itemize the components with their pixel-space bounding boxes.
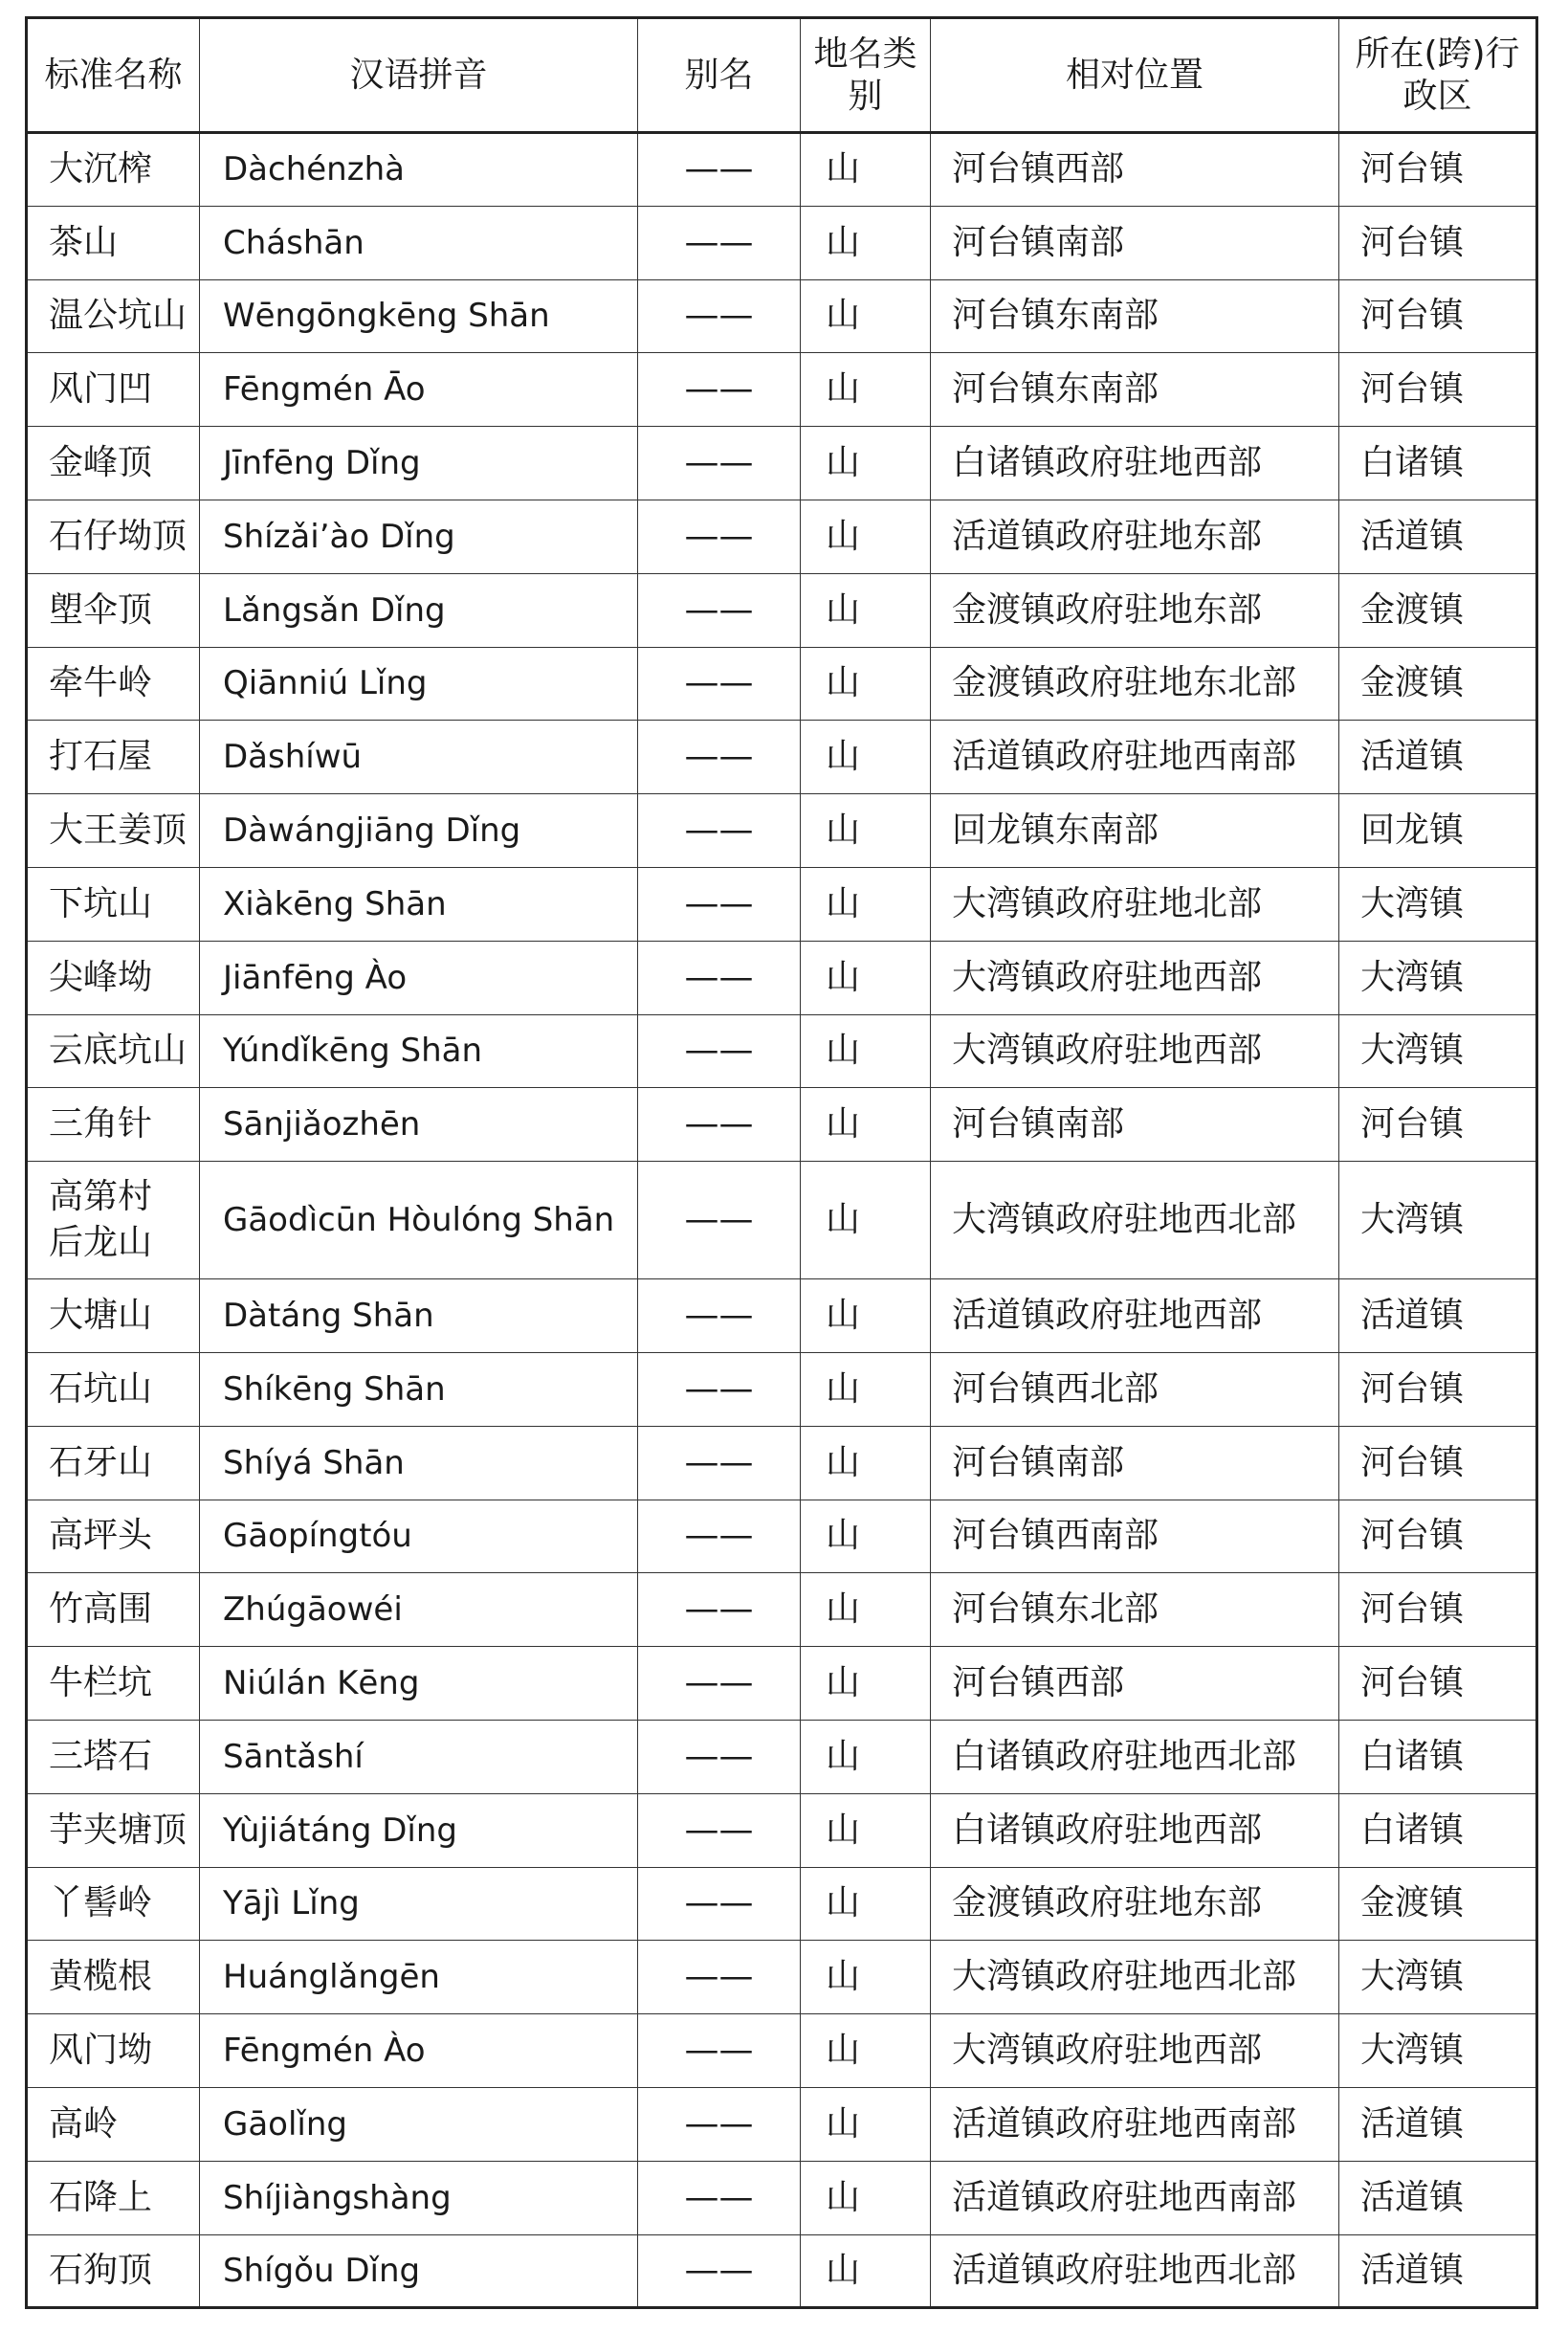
- cell-category: 山: [801, 1720, 931, 1793]
- cell-category: 山: [801, 1088, 931, 1162]
- cell-alias: ——: [638, 2161, 801, 2234]
- table-row: [27, 2234, 1537, 2308]
- table-row: [27, 1647, 1537, 1721]
- cell-relative-position: 大湾镇政府驻地北部: [931, 867, 1339, 941]
- cell-admin-region: 河台镇: [1339, 1426, 1537, 1500]
- cell-relative-position: 金渡镇政府驻地东部: [931, 573, 1339, 647]
- cell-pinyin: Huánglǎngēn: [200, 1941, 638, 2014]
- cell-category: 山: [801, 133, 931, 207]
- cell-pinyin: Gāodìcūn Hòulóng Shān: [200, 1162, 638, 1279]
- cell-category: 山: [801, 279, 931, 353]
- cell-alias: ——: [638, 1793, 801, 1867]
- cell-relative-position: 河台镇东北部: [931, 1573, 1339, 1647]
- cell-alias: ——: [638, 573, 801, 647]
- cell-category: 山: [801, 721, 931, 794]
- cell-admin-region: 河台镇: [1339, 1088, 1537, 1162]
- table-row: [27, 1500, 1537, 1573]
- cell-standard-name: 下坑山: [27, 867, 200, 941]
- cell-relative-position: 金渡镇政府驻地东北部: [931, 647, 1339, 721]
- cell-standard-name: 风门坳: [27, 2014, 200, 2088]
- cell-category: 山: [801, 1279, 931, 1353]
- cell-relative-position: 大湾镇政府驻地西北部: [931, 1941, 1339, 2014]
- cell-standard-name: 温公坑山: [27, 279, 200, 353]
- cell-alias: ——: [638, 1352, 801, 1426]
- cell-admin-region: 河台镇: [1339, 1573, 1537, 1647]
- cell-alias: ——: [638, 1500, 801, 1573]
- cell-relative-position: 活道镇政府驻地西北部: [931, 2234, 1339, 2308]
- cell-pinyin: Shízǎi’ào Dǐng: [200, 500, 638, 573]
- cell-admin-region: 活道镇: [1339, 1279, 1537, 1353]
- cell-standard-name: 石坑山: [27, 1352, 200, 1426]
- table-row: [27, 2087, 1537, 2161]
- table-row: [27, 2014, 1537, 2088]
- cell-relative-position: 河台镇南部: [931, 206, 1339, 279]
- cell-category: 山: [801, 1867, 931, 1941]
- cell-admin-region: 活道镇: [1339, 721, 1537, 794]
- cell-pinyin: Jīnfēng Dǐng: [200, 427, 638, 500]
- cell-category: 山: [801, 206, 931, 279]
- cell-pinyin: Shígǒu Dǐng: [200, 2234, 638, 2308]
- cell-alias: ——: [638, 1647, 801, 1721]
- cell-standard-name: 石仔坳顶: [27, 500, 200, 573]
- cell-admin-region: 河台镇: [1339, 1352, 1537, 1426]
- cell-standard-name: 金峰顶: [27, 427, 200, 500]
- table-row: [27, 867, 1537, 941]
- table-row: [27, 1720, 1537, 1793]
- cell-admin-region: 大湾镇: [1339, 1162, 1537, 1279]
- cell-standard-name: 大沉榨: [27, 133, 200, 207]
- table-row: [27, 941, 1537, 1014]
- cell-pinyin: Lǎngsǎn Dǐng: [200, 573, 638, 647]
- table-row: [27, 794, 1537, 868]
- cell-relative-position: 河台镇西北部: [931, 1352, 1339, 1426]
- cell-relative-position: 活道镇政府驻地西南部: [931, 2087, 1339, 2161]
- cell-relative-position: 回龙镇东南部: [931, 794, 1339, 868]
- cell-pinyin: Dàchénzhà: [200, 133, 638, 207]
- table-row: [27, 721, 1537, 794]
- cell-pinyin: Fēngmén Āo: [200, 353, 638, 427]
- table-row: [27, 1088, 1537, 1162]
- cell-relative-position: 大湾镇政府驻地西部: [931, 2014, 1339, 2088]
- cell-standard-name: 打石屋: [27, 721, 200, 794]
- cell-admin-region: 金渡镇: [1339, 1867, 1537, 1941]
- table-row: [27, 1867, 1537, 1941]
- cell-standard-name: 三塔石: [27, 1720, 200, 1793]
- cell-pinyin: Wēngōngkēng Shān: [200, 279, 638, 353]
- cell-alias: ——: [638, 2014, 801, 2088]
- cell-relative-position: 金渡镇政府驻地东部: [931, 1867, 1339, 1941]
- cell-admin-region: 河台镇: [1339, 279, 1537, 353]
- cell-pinyin: Sāntǎshí: [200, 1720, 638, 1793]
- header-pinyin: 汉语拼音: [200, 18, 638, 133]
- cell-category: 山: [801, 500, 931, 573]
- cell-alias: ——: [638, 1941, 801, 2014]
- cell-standard-name: 高第村后龙山: [27, 1162, 200, 1279]
- cell-category: 山: [801, 647, 931, 721]
- cell-category: 山: [801, 941, 931, 1014]
- cell-pinyin: Xiàkēng Shān: [200, 867, 638, 941]
- cell-standard-name: 风门凹: [27, 353, 200, 427]
- table-header-row: [27, 18, 1537, 133]
- cell-admin-region: 白诸镇: [1339, 1720, 1537, 1793]
- cell-admin-region: 活道镇: [1339, 2087, 1537, 2161]
- cell-category: 山: [801, 573, 931, 647]
- cell-category: 山: [801, 2087, 931, 2161]
- cell-alias: ——: [638, 941, 801, 1014]
- cell-standard-name: 大塘山: [27, 1279, 200, 1353]
- cell-admin-region: 河台镇: [1339, 1647, 1537, 1721]
- table-row: [27, 1573, 1537, 1647]
- cell-relative-position: 白诸镇政府驻地西部: [931, 427, 1339, 500]
- cell-admin-region: 大湾镇: [1339, 1014, 1537, 1088]
- cell-relative-position: 河台镇西南部: [931, 1500, 1339, 1573]
- cell-relative-position: 河台镇西部: [931, 1647, 1339, 1721]
- cell-admin-region: 河台镇: [1339, 133, 1537, 207]
- cell-admin-region: 活道镇: [1339, 500, 1537, 573]
- cell-admin-region: 白诸镇: [1339, 1793, 1537, 1867]
- cell-pinyin: Shíyá Shān: [200, 1426, 638, 1500]
- cell-alias: ——: [638, 2234, 801, 2308]
- cell-relative-position: 活道镇政府驻地西南部: [931, 2161, 1339, 2234]
- cell-pinyin: Dàtáng Shān: [200, 1279, 638, 1353]
- cell-category: 山: [801, 2161, 931, 2234]
- cell-alias: ——: [638, 133, 801, 207]
- cell-alias: ——: [638, 2087, 801, 2161]
- cell-standard-name: 黄榄根: [27, 1941, 200, 2014]
- cell-standard-name: 竹高围: [27, 1573, 200, 1647]
- cell-category: 山: [801, 1162, 931, 1279]
- cell-standard-name: 大王姜顶: [27, 794, 200, 868]
- cell-category: 山: [801, 1352, 931, 1426]
- cell-alias: ——: [638, 1426, 801, 1500]
- cell-standard-name: 丫髻岭: [27, 1867, 200, 1941]
- cell-pinyin: Sānjiǎozhēn: [200, 1088, 638, 1162]
- cell-admin-region: 金渡镇: [1339, 647, 1537, 721]
- cell-pinyin: Shíjiàngshàng: [200, 2161, 638, 2234]
- table-row: [27, 1279, 1537, 1353]
- cell-standard-name: 塱伞顶: [27, 573, 200, 647]
- cell-category: 山: [801, 1500, 931, 1573]
- cell-alias: ——: [638, 206, 801, 279]
- cell-relative-position: 河台镇东南部: [931, 353, 1339, 427]
- table-row: [27, 279, 1537, 353]
- cell-pinyin: Yājì Lǐng: [200, 1867, 638, 1941]
- cell-standard-name: 尖峰坳: [27, 941, 200, 1014]
- table-row: [27, 1426, 1537, 1500]
- table-row: [27, 1793, 1537, 1867]
- header-alias: 别名: [638, 18, 801, 133]
- cell-admin-region: 大湾镇: [1339, 1941, 1537, 2014]
- cell-category: 山: [801, 2234, 931, 2308]
- header-admin-region: 所在(跨)行政区: [1339, 18, 1537, 133]
- cell-category: 山: [801, 1793, 931, 1867]
- cell-relative-position: 大湾镇政府驻地西部: [931, 1014, 1339, 1088]
- cell-admin-region: 河台镇: [1339, 1500, 1537, 1573]
- table-row: [27, 427, 1537, 500]
- cell-relative-position: 活道镇政府驻地东部: [931, 500, 1339, 573]
- cell-standard-name: 茶山: [27, 206, 200, 279]
- cell-standard-name: 云底坑山: [27, 1014, 200, 1088]
- cell-admin-region: 回龙镇: [1339, 794, 1537, 868]
- cell-standard-name: 石降上: [27, 2161, 200, 2234]
- cell-admin-region: 大湾镇: [1339, 867, 1537, 941]
- cell-admin-region: 活道镇: [1339, 2161, 1537, 2234]
- table-row: [27, 133, 1537, 207]
- cell-category: 山: [801, 353, 931, 427]
- cell-pinyin: Gāolǐng: [200, 2087, 638, 2161]
- cell-pinyin: Niúlán Kēng: [200, 1647, 638, 1721]
- cell-admin-region: 活道镇: [1339, 2234, 1537, 2308]
- cell-category: 山: [801, 794, 931, 868]
- cell-alias: ——: [638, 1573, 801, 1647]
- place-name-table: [25, 16, 1538, 2309]
- cell-alias: ——: [638, 1867, 801, 1941]
- cell-pinyin: Cháshān: [200, 206, 638, 279]
- cell-relative-position: 活道镇政府驻地西南部: [931, 721, 1339, 794]
- cell-alias: ——: [638, 867, 801, 941]
- header-relative-position: 相对位置: [931, 18, 1339, 133]
- cell-admin-region: 河台镇: [1339, 206, 1537, 279]
- cell-category: 山: [801, 1426, 931, 1500]
- cell-pinyin: Gāopíngtóu: [200, 1500, 638, 1573]
- table-row: [27, 1352, 1537, 1426]
- table-row: [27, 206, 1537, 279]
- cell-admin-region: 大湾镇: [1339, 2014, 1537, 2088]
- cell-pinyin: Zhúgāowéi: [200, 1573, 638, 1647]
- cell-standard-name: 石牙山: [27, 1426, 200, 1500]
- cell-alias: ——: [638, 1014, 801, 1088]
- cell-relative-position: 河台镇东南部: [931, 279, 1339, 353]
- header-standard-name: 标准名称: [27, 18, 200, 133]
- cell-standard-name: 高岭: [27, 2087, 200, 2161]
- cell-alias: ——: [638, 1162, 801, 1279]
- table-row: [27, 500, 1537, 573]
- header-category: 地名类别: [801, 18, 931, 133]
- cell-category: 山: [801, 1941, 931, 2014]
- cell-alias: ——: [638, 721, 801, 794]
- cell-admin-region: 河台镇: [1339, 353, 1537, 427]
- cell-pinyin: Dàwángjiāng Dǐng: [200, 794, 638, 868]
- cell-category: 山: [801, 2014, 931, 2088]
- cell-alias: ——: [638, 647, 801, 721]
- cell-alias: ——: [638, 427, 801, 500]
- cell-category: 山: [801, 1647, 931, 1721]
- cell-pinyin: Yùjiátáng Dǐng: [200, 1793, 638, 1867]
- cell-admin-region: 白诸镇: [1339, 427, 1537, 500]
- cell-pinyin: Dǎshíwū: [200, 721, 638, 794]
- cell-standard-name: 牵牛岭: [27, 647, 200, 721]
- cell-pinyin: Qiānniú Lǐng: [200, 647, 638, 721]
- cell-category: 山: [801, 1573, 931, 1647]
- table-row: [27, 573, 1537, 647]
- cell-alias: ——: [638, 1720, 801, 1793]
- cell-alias: ——: [638, 794, 801, 868]
- cell-alias: ——: [638, 500, 801, 573]
- cell-relative-position: 大湾镇政府驻地西部: [931, 941, 1339, 1014]
- cell-alias: ——: [638, 1279, 801, 1353]
- cell-category: 山: [801, 1014, 931, 1088]
- cell-standard-name: 石狗顶: [27, 2234, 200, 2308]
- cell-relative-position: 河台镇西部: [931, 133, 1339, 207]
- cell-category: 山: [801, 867, 931, 941]
- cell-relative-position: 白诸镇政府驻地西北部: [931, 1720, 1339, 1793]
- cell-alias: ——: [638, 1088, 801, 1162]
- cell-relative-position: 白诸镇政府驻地西部: [931, 1793, 1339, 1867]
- cell-relative-position: 大湾镇政府驻地西北部: [931, 1162, 1339, 1279]
- table-row: [27, 2161, 1537, 2234]
- cell-pinyin: Yúndǐkēng Shān: [200, 1014, 638, 1088]
- cell-alias: ——: [638, 279, 801, 353]
- cell-pinyin: Jiānfēng Ào: [200, 941, 638, 1014]
- table-row: [27, 1014, 1537, 1088]
- cell-relative-position: 河台镇南部: [931, 1088, 1339, 1162]
- cell-alias: ——: [638, 353, 801, 427]
- cell-standard-name: 高坪头: [27, 1500, 200, 1573]
- table-row: [27, 353, 1537, 427]
- table-row: [27, 647, 1537, 721]
- cell-admin-region: 大湾镇: [1339, 941, 1537, 1014]
- cell-pinyin: Fēngmén Ào: [200, 2014, 638, 2088]
- cell-standard-name: 牛栏坑: [27, 1647, 200, 1721]
- cell-standard-name: 芋夹塘顶: [27, 1793, 200, 1867]
- cell-pinyin: Shíkēng Shān: [200, 1352, 638, 1426]
- table-body: [27, 133, 1537, 2308]
- cell-relative-position: 活道镇政府驻地西部: [931, 1279, 1339, 1353]
- cell-category: 山: [801, 427, 931, 500]
- cell-relative-position: 河台镇南部: [931, 1426, 1339, 1500]
- table-row: [27, 1162, 1537, 1279]
- table-row: [27, 1941, 1537, 2014]
- cell-standard-name: 三角针: [27, 1088, 200, 1162]
- cell-admin-region: 金渡镇: [1339, 573, 1537, 647]
